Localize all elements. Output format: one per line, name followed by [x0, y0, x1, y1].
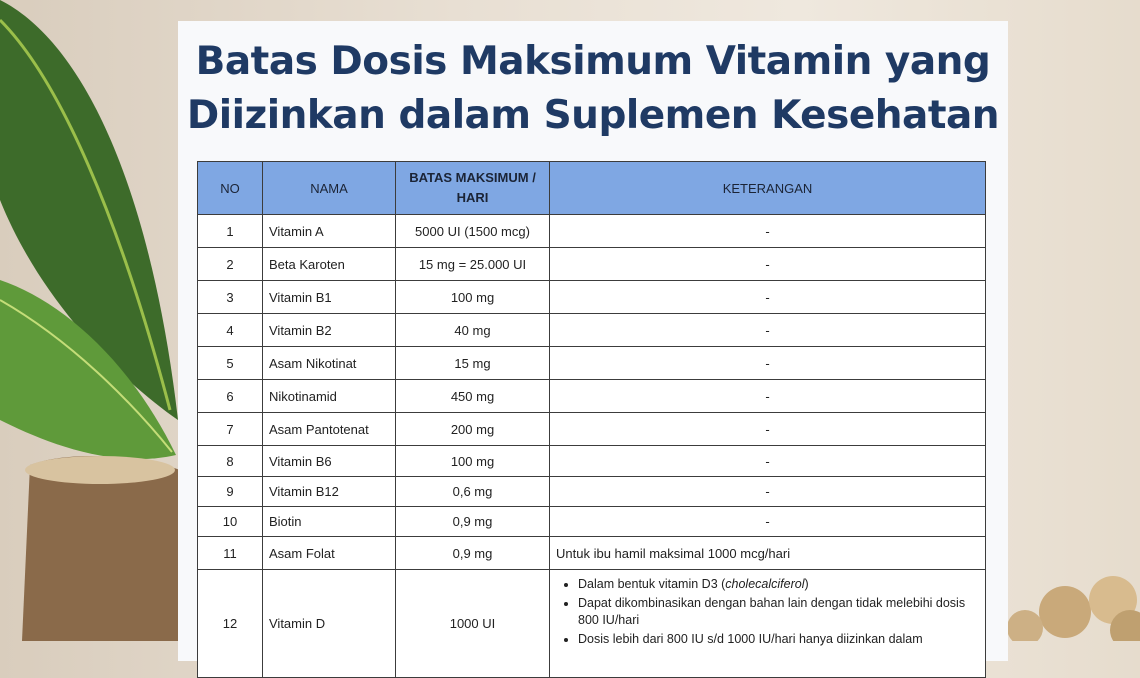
note-item: • Dapat dikombinasikan dengan bahan lain dengan tidak melebihi dosis 800 IU/hari — [578, 595, 979, 629]
capsules-decoration — [1005, 0, 1140, 641]
row-number: 9 — [198, 477, 263, 507]
table-row — [198, 281, 986, 314]
vitamin-dose-table — [197, 161, 986, 678]
vitamin-name: Vitamin D — [263, 570, 396, 678]
vitamin-name: Asam Nikotinat — [263, 347, 396, 380]
row-number: 7 — [198, 413, 263, 446]
max-dose: 100 mg — [396, 446, 550, 477]
keterangan: - — [550, 281, 986, 314]
table-row — [198, 507, 986, 537]
max-dose: 15 mg — [396, 347, 550, 380]
row-number: 3 — [198, 281, 263, 314]
table-row — [198, 570, 986, 678]
table-row — [198, 537, 986, 570]
row-number: 5 — [198, 347, 263, 380]
row-number: 12 — [198, 570, 263, 678]
note-1-prefix: Dalam bentuk vitamin D3 ( — [578, 577, 726, 591]
table-row — [198, 380, 986, 413]
table-row — [198, 215, 986, 248]
max-dose: 100 mg — [396, 281, 550, 314]
note-item: • Dosis lebih dari 800 IU s/d 1000 IU/hari hanya diizinkan dalam — [578, 631, 979, 648]
vitamin-name: Vitamin B12 — [263, 477, 396, 507]
max-dose: 5000 UI (1500 mcg) — [396, 215, 550, 248]
row-number: 6 — [198, 380, 263, 413]
row-number: 1 — [198, 215, 263, 248]
max-dose: 1000 UI — [396, 570, 550, 678]
row-number: 2 — [198, 248, 263, 281]
title-line-1: Batas Dosis Maksimum Vitamin yang — [195, 39, 991, 84]
vitamin-name: Vitamin B6 — [263, 446, 396, 477]
keterangan: Untuk ibu hamil maksimal 1000 mcg/hari — [550, 537, 986, 570]
vitamin-name: Biotin — [263, 507, 396, 537]
table-row — [198, 314, 986, 347]
notes-list — [556, 576, 979, 648]
vitamin-name: Asam Pantotenat — [263, 413, 396, 446]
row-number: 8 — [198, 446, 263, 477]
vitamin-name: Vitamin B2 — [263, 314, 396, 347]
keterangan: - — [550, 413, 986, 446]
table-row — [198, 477, 986, 507]
info-card — [178, 21, 1008, 661]
row-number: 11 — [198, 537, 263, 570]
row-number: 10 — [198, 507, 263, 537]
keterangan: - — [550, 507, 986, 537]
max-dose: 0,9 mg — [396, 537, 550, 570]
table-row — [198, 248, 986, 281]
table-row — [198, 347, 986, 380]
column-header-nama: NAMA — [263, 162, 396, 215]
max-dose: 200 mg — [396, 413, 550, 446]
keterangan: - — [550, 380, 986, 413]
note-1-suffix: ) — [804, 577, 809, 591]
vitamin-name: Nikotinamid — [263, 380, 396, 413]
note-1-italic: cholecalciferol — [725, 577, 805, 591]
keterangan: - — [550, 477, 986, 507]
max-dose: 0,9 mg — [396, 507, 550, 537]
keterangan-notes — [550, 570, 986, 678]
keterangan: - — [550, 248, 986, 281]
vitamin-name: Vitamin B1 — [263, 281, 396, 314]
vitamin-name: Vitamin A — [263, 215, 396, 248]
table-row — [198, 413, 986, 446]
keterangan: - — [550, 446, 986, 477]
note-item — [578, 576, 979, 593]
plant-decoration — [0, 0, 180, 641]
column-header-batas: BATAS MAKSIMUM / HARI — [396, 162, 550, 215]
max-dose: 40 mg — [396, 314, 550, 347]
column-header-no: NO — [198, 162, 263, 215]
table-row — [198, 446, 986, 477]
page-title — [178, 35, 1008, 143]
max-dose: 15 mg = 25.000 UI — [396, 248, 550, 281]
max-dose: 450 mg — [396, 380, 550, 413]
title-line-2: Diizinkan dalam Suplemen Kesehatan — [186, 93, 1000, 138]
vitamin-name: Beta Karoten — [263, 248, 396, 281]
keterangan: - — [550, 347, 986, 380]
keterangan: - — [550, 215, 986, 248]
keterangan: - — [550, 314, 986, 347]
column-header-keterangan: KETERANGAN — [550, 162, 986, 215]
vitamin-name: Asam Folat — [263, 537, 396, 570]
table-header-row — [198, 162, 986, 215]
row-number: 4 — [198, 314, 263, 347]
max-dose: 0,6 mg — [396, 477, 550, 507]
